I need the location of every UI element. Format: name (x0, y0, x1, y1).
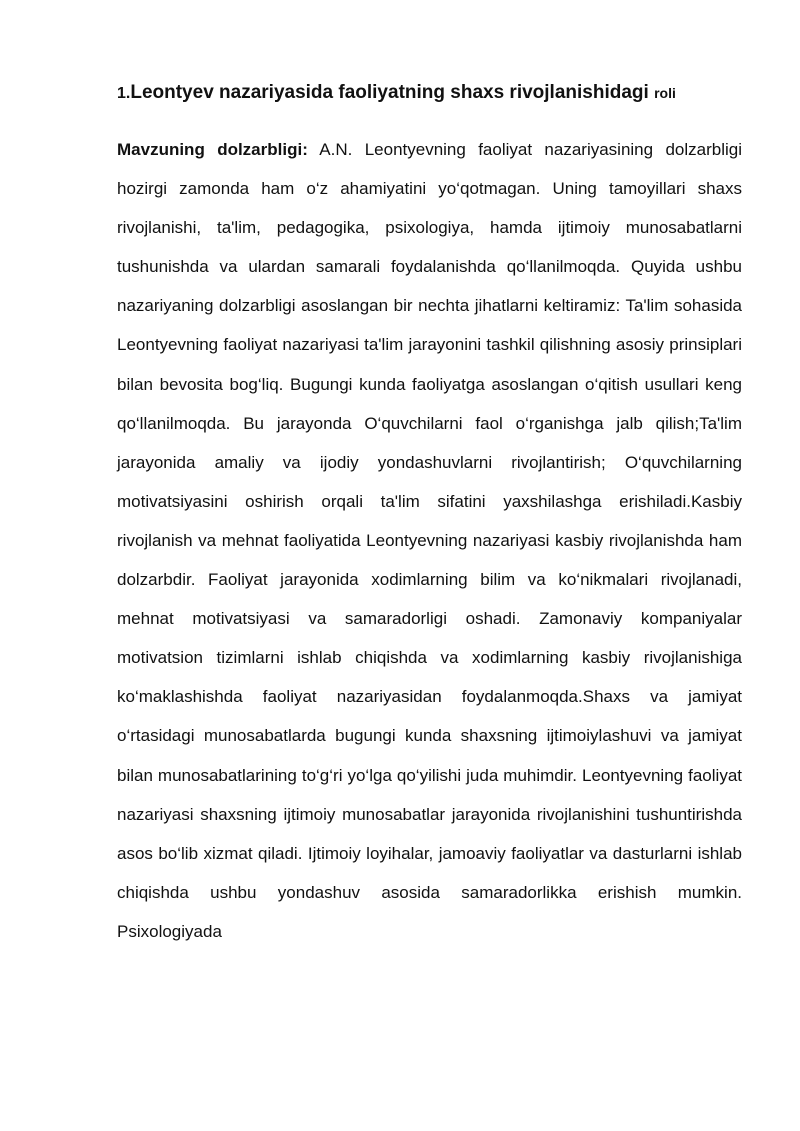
body-paragraph (117, 130, 742, 951)
heading-title-tail: roli (654, 85, 676, 101)
section-heading (117, 78, 742, 109)
heading-title: Leontyev nazariyasida faoliyatning shaxs rivojlanishidagi (130, 82, 649, 103)
heading-number: 1. (117, 85, 131, 102)
paragraph-lead: Mavzuning dolzarbligi: (117, 140, 308, 159)
paragraph-text: A.N. Leontyevning faoliyat nazariyasining dolzarbligi hozirgi zamonda ham o‘z ahamiyatini yo‘qotmagan. Uning tamoyillari shaxs rivojlanishi, ta'lim, pedagogika, psixologiya, hamda ijtimoiy munosabatlarni tushunishda va ulardan samarali foydalanishda qo‘llanilmoqda. Quyida ushbu nazariyaning dolzarbligi asoslangan bir nechta jihatlarni keltiramiz: Ta'lim sohasida Leontyevning faoliyat nazariyasi ta'lim jarayonini tashkil qilishning asosiy prinsiplari bilan bevosita bog‘liq. Bugungi kunda faoliyatga asoslangan o‘qitish usullari keng qo‘llanilmoqda. Bu jarayonda O‘quvchilarni faol o‘rganishga jalb qilish;Ta'lim jarayonida amaliy va ijodiy yondashuvlarni rivojlantirish; O‘quvchilarning motivatsiyasini oshirish orqali ta'lim sifatini yaxshilashga erishiladi.Kasbiy rivojlanish va mehnat faoliyatida Leontyevning nazariyasi kasbiy rivojlanishda ham dolzarbdir. Faoliyat jarayonida xodimlarning bilim va ko‘nikmalari rivojlanadi, mehnat motivatsiyasi va samaradorligi oshadi. Zamonaviy kompaniyalar motivatsion tizimlarni ishlab chiqishda va xodimlarning kasbiy rivojlanishiga ko‘maklashishda faoliyat nazariyasidan foydalanmoqda.Shaxs va jamiyat o‘rtasidagi munosabatlarda bugungi kunda shaxsning ijtimoiylashuvi va jamiyat bilan munosabatlarining to‘g‘ri yo‘lga qo‘yilishi juda muhimdir. Leontyevning faoliyat nazariyasi shaxsning ijtimoiy munosabatlar jarayonida rivojlanishini tushuntirishda asos bo‘lib xizmat qiladi. Ijtimoiy loyihalar, jamoaviy faoliyatlar va dasturlarni ishlab chiqishda ushbu yondashuv asosida samaradorlikka erishish mumkin. Psixologiyada (117, 140, 742, 941)
